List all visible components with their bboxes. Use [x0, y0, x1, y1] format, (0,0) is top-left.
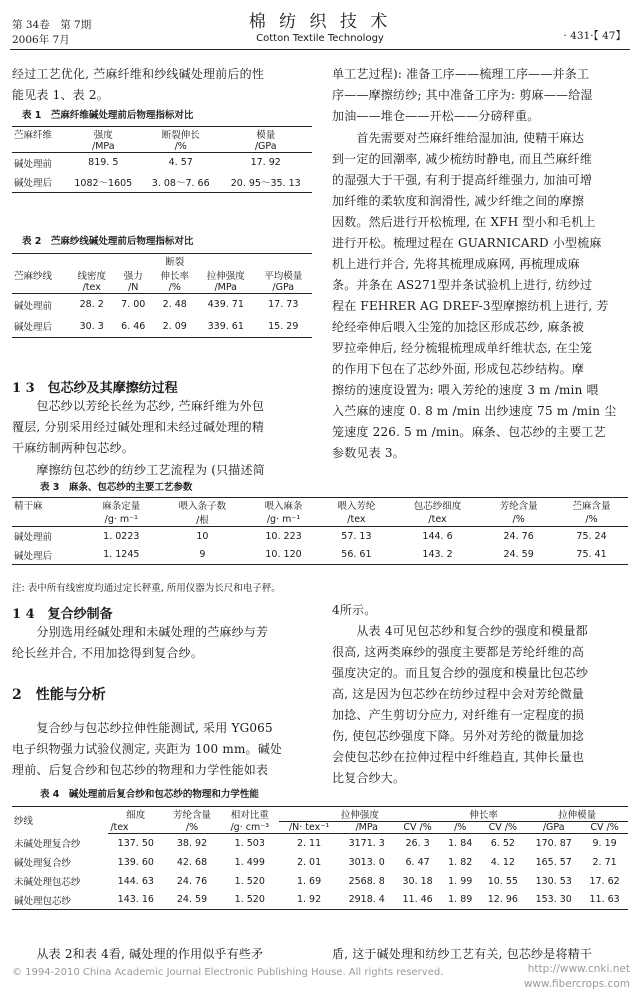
table-cell: 143. 2 — [393, 546, 482, 565]
section-heading: 1 4 复合纱制备 — [12, 607, 113, 622]
table-cell: 56. 61 — [320, 546, 393, 565]
table3-caption: 表 3 麻条、包芯纱的主要工艺参数 — [40, 482, 193, 493]
table-header: 强力 — [123, 271, 143, 282]
table-header: 拉伸强度 — [206, 271, 245, 282]
body-line: 的湿强大于干强, 有利于提高纤维强力, 加油可增 — [332, 173, 593, 187]
table-cell: 75. 41 — [555, 546, 628, 565]
body-line: 比复合纱大。 — [332, 771, 406, 785]
table-header — [69, 254, 113, 269]
table-header: 喂入芳纶 — [320, 498, 393, 513]
body-line: 擦纺的速度设置为: 喂入芳纶的速度 3 m /min 喂 — [332, 383, 599, 397]
table-header: /% — [482, 512, 555, 527]
body-line: 理前、后复合纱和包芯纱的物理和力学性能如表 — [12, 763, 269, 777]
body-line: 会使包芯纱在拉伸过程中纤维趋直, 其伸长量也 — [332, 750, 585, 764]
table-cell: 24. 59 — [482, 546, 555, 565]
table-cell: 17. 73 — [268, 299, 299, 311]
table-header: /tex — [320, 512, 393, 527]
table-header: CV /% — [479, 822, 526, 834]
table-cell: 1. 69 — [296, 875, 322, 887]
table-cell: 28. 2 — [79, 299, 104, 311]
table-header: 麻条定量 — [85, 498, 158, 513]
table-cell: 碱处理后 — [12, 546, 85, 565]
table-cell: 2. 09 — [153, 316, 197, 338]
body-line: 加纤维的柔软度和润滑性, 减少纤维之间的摩擦 — [332, 194, 585, 208]
table-cell: 2. 71 — [592, 856, 617, 868]
table-cell: 339. 61 — [197, 316, 254, 338]
table-header: /N — [114, 282, 153, 294]
table-cell: 1. 1245 — [85, 546, 158, 565]
body-line: 加捻、产生剪切分应力, 对纤维有一定程度的损 — [332, 708, 585, 722]
table-cell: 碱处理复合纱 — [14, 858, 72, 869]
body-line: 罗拉牵伸后, 经分梳辊梳理成单纤维状态, 在尘笼 — [332, 341, 593, 355]
table-cell: 153. 30 — [526, 891, 581, 910]
table-header: CV /% — [581, 822, 628, 834]
table-cell: 10. 223 — [265, 530, 302, 542]
table-header: 断裂伸长 — [142, 127, 219, 142]
table-header: 芳纶含量 — [163, 807, 220, 822]
body-line: 机上进行并合, 先将其梳理成麻网, 再梳理成麻 — [332, 257, 580, 271]
table-cell: 144. 63 — [117, 875, 154, 887]
table-cell: 165. 57 — [535, 856, 572, 868]
table-cell: 38. 92 — [176, 837, 208, 849]
body-line: 4所示。 — [332, 603, 377, 617]
table-group-header: 拉伸模量 — [526, 807, 628, 822]
table4-caption: 表 4 碱处理前后复合纱和包芯纱的物理和力学性能 — [40, 789, 259, 800]
table-cell: 20. 95～35. 13 — [219, 173, 312, 193]
table-cell: 2. 11 — [296, 837, 322, 849]
journal-title-cn: 棉 纺 织 技 术 — [248, 12, 392, 32]
table-cell: 144. 6 — [422, 530, 453, 542]
table-header: /% — [441, 822, 480, 834]
table-cell: 碱处理包芯纱 — [12, 891, 108, 910]
body-line: 加油——堆仓——开松——分磅秤重。 — [332, 109, 540, 123]
table-header: /% — [153, 282, 197, 294]
table-cell: 1. 520 — [234, 875, 265, 887]
journal-title-en: Cotton Textile Technology — [256, 33, 384, 44]
table-cell: 26. 3 — [405, 837, 430, 849]
table-header — [12, 512, 85, 527]
body-line: 复合纱与包芯纱拉伸性能测试, 采用 YG065 — [12, 721, 273, 735]
body-line: 条。并条在 AS271型并条试验机上进行, 纺纱过 — [332, 278, 593, 292]
table-header: 伸长率 — [160, 271, 190, 282]
table-cell: 1. 82 — [448, 856, 473, 868]
table-group-header: 拉伸强度 — [279, 807, 441, 822]
copyright-footer: © 1994-2010 China Academic Journal Electronic Publishing House. All rights reserved. — [12, 967, 444, 978]
body-line: 参数见表 3。 — [332, 446, 405, 460]
table-cell: 24. 59 — [163, 891, 220, 910]
table-cell: 6. 52 — [490, 837, 515, 849]
table-header: /% — [555, 512, 628, 527]
body-line: 从表 4可见包芯纱和复合纱的强度和模量都 — [332, 624, 588, 638]
table-cell: 143. 16 — [108, 891, 163, 910]
body-line: 进行开松。梳理过程在 GUARNICARD 小型梳麻 — [332, 236, 602, 250]
table-header: 喂入条子数 — [158, 498, 247, 513]
table4 — [12, 806, 628, 910]
body-line: 很高, 这两类麻纱的强度主要都是芳纶纤维的高 — [332, 645, 585, 659]
watermark-fibercrops: www.fibercrops.com — [523, 978, 630, 990]
table-cell: 9. 19 — [592, 837, 617, 849]
table-header: /% — [163, 822, 220, 834]
table-cell: 24. 76 — [176, 875, 208, 887]
table-header: /tex — [393, 512, 482, 527]
table-cell: 11. 63 — [581, 891, 628, 910]
table-header: /MPa — [65, 141, 142, 153]
table-header: 模量 — [219, 127, 312, 142]
body-line: 覆层, 分别采用经过碱处理和未经过碱处理的精 — [12, 420, 265, 434]
table-cell: 2568. 8 — [348, 875, 385, 887]
table-header: 苎麻含量 — [555, 498, 628, 513]
table-cell: 4. 12 — [490, 856, 515, 868]
table-cell: 439. 71 — [207, 299, 244, 311]
table-header: 喂入麻条 — [247, 498, 320, 513]
section-heading: 2 性能与分析 — [12, 687, 106, 703]
table-cell: 1. 92 — [279, 891, 339, 910]
table-header: /MPa — [339, 822, 394, 834]
table-header — [197, 254, 254, 269]
table-cell: 1. 89 — [441, 891, 480, 910]
header-journal — [190, 12, 450, 45]
table1 — [12, 126, 312, 193]
table-header: 纱线 — [12, 807, 108, 834]
table-header: 断裂 — [153, 254, 197, 269]
body-line: 高, 这是因为包芯纱在纺纱过程中会对芳纶微量 — [332, 687, 585, 701]
table-cell: 10. 120 — [247, 546, 320, 565]
body-line: 从表 2和表 4看, 碱处理的作用似乎有些矛 — [12, 947, 264, 961]
table-header: /GPa — [526, 822, 581, 834]
table-cell: 碱处理前 — [14, 300, 53, 312]
table-cell: 碱处理后 — [12, 173, 65, 193]
table-header: /g· cm⁻³ — [221, 822, 279, 834]
table-cell: 2. 01 — [296, 856, 322, 868]
body-line: 纶长丝并合, 不用加捻得到复合纱。 — [12, 646, 204, 660]
table-cell: 24. 76 — [503, 530, 534, 542]
table-header — [114, 254, 153, 269]
body-line: 包芯纱以芳纶长丝为芯纱, 苎麻纤维为外包 — [12, 399, 265, 413]
table-header: 平均模量 — [264, 271, 303, 282]
table-header — [12, 254, 69, 269]
body-line: 首先需要对苎麻纤维给湿加油, 使精干麻达 — [332, 131, 585, 145]
body-line: 单工艺过程): 准备工序——梳理工序——并条工 — [332, 67, 590, 81]
table-header: /% — [142, 141, 219, 153]
table-cell: 1. 0223 — [103, 530, 140, 542]
header-date: 2006年 7月 — [12, 34, 70, 46]
table-cell: 137. 50 — [117, 837, 154, 849]
table-header: /tex — [108, 822, 163, 834]
header-volume-block — [12, 18, 91, 48]
table-header: CV /% — [394, 822, 441, 834]
table-header — [12, 141, 65, 153]
table-header: 细度 — [108, 807, 163, 822]
table-header — [12, 282, 69, 294]
table-cell: 1. 99 — [448, 875, 473, 887]
table-cell: 3171. 3 — [348, 837, 385, 849]
table-header: 苎麻纱线 — [14, 271, 53, 282]
table-header: /tex — [69, 282, 113, 294]
body-line: 电子织物强力试验仪测定, 夹距为 100 mm。碱处 — [12, 742, 283, 756]
body-line: 纶经牵伸后喂入尘笼的加捻区形成芯纱, 麻条被 — [332, 320, 585, 334]
table-cell: 2918. 4 — [339, 891, 394, 910]
left-intro-line: 能见表 1、表 2。 — [12, 88, 109, 102]
table-cell: 6. 47 — [405, 856, 430, 868]
table-cell: 12. 96 — [479, 891, 526, 910]
table-cell: 30. 3 — [69, 316, 113, 338]
body-line: 序——摩擦纺纱; 其中准备工序为: 剪麻——给湿 — [332, 88, 593, 102]
table-header: /MPa — [197, 282, 254, 294]
body-line: 干麻纺制两种包芯纱。 — [12, 441, 135, 455]
left-intro-line: 经过工艺优化, 苎麻纤维和纱线碱处理前后的性 — [12, 67, 265, 81]
body-line: 笼速度 226. 5 m /min。麻条、包芯纱的主要工艺 — [332, 425, 606, 439]
table-header: /N· tex⁻¹ — [279, 822, 339, 834]
header-page-number: · 431·【 47】 — [563, 30, 626, 42]
table-cell: 3013. 0 — [348, 856, 385, 868]
table-cell: 碱处理后 — [12, 316, 69, 338]
table-header: 包芯纱细度 — [393, 498, 482, 513]
table-cell: 170. 87 — [535, 837, 572, 849]
table-header: 芳纶含量 — [482, 498, 555, 513]
table-cell: 15. 29 — [255, 316, 313, 338]
body-line: 入苎麻的速度 0. 8 m /min 出纱速度 75 m /min 尘 — [332, 404, 617, 418]
table-cell: 9 — [158, 546, 247, 565]
table-cell: 6. 46 — [114, 316, 153, 338]
body-line: 伤, 使包芯纱强度下降。另外对芳纶的微量加捻 — [332, 729, 585, 743]
table-cell: 57. 13 — [341, 530, 372, 542]
table-cell: 130. 53 — [535, 875, 572, 887]
header-volume: 第 34卷 第 7期 — [12, 19, 92, 31]
body-line: 盾, 这于碱处理和纺纱工艺有关, 包芯纱是将精干 — [332, 947, 593, 961]
table-header: 苎麻纤维 — [12, 127, 65, 142]
table-cell: 17. 92 — [250, 157, 281, 169]
table-header: 强度 — [65, 127, 142, 142]
table-cell: 819. 5 — [88, 157, 119, 169]
body-line: 摩擦纺包芯纱的纺纱工艺流程为 (只描述简 — [12, 463, 265, 477]
table-cell: 1. 499 — [234, 856, 265, 868]
table-cell: 139. 60 — [117, 856, 154, 868]
section-heading: 1 3 包芯纱及其摩擦纺过程 — [12, 381, 178, 396]
body-line: 到一定的回潮率, 减少梳纺时静电, 而且苎麻纤维 — [332, 152, 593, 166]
table3 — [12, 497, 628, 565]
body-line: 因数。然后进行开松梳理, 在 XFH 型小和毛机上 — [332, 215, 596, 229]
table-cell: 未碱处理复合纱 — [14, 839, 81, 850]
table-cell: 碱处理前 — [14, 158, 53, 170]
table-header: /GPa — [255, 282, 313, 294]
table-cell: 75. 24 — [576, 530, 607, 542]
table-cell: 17. 62 — [589, 875, 620, 887]
table-group-header: 伸长率 — [441, 807, 526, 822]
table-header: 线密度 — [77, 271, 106, 282]
table-cell: 11. 46 — [394, 891, 441, 910]
table-cell: 1. 503 — [234, 837, 265, 849]
table1-caption: 表 1 苎麻纤维碱处理前后物理指标对比 — [22, 110, 194, 121]
table-cell: 42. 68 — [176, 856, 208, 868]
table-cell: 未碱处理包芯纱 — [14, 877, 81, 888]
table2 — [12, 253, 312, 338]
table-header: 精干麻 — [12, 498, 85, 513]
table-cell: 3. 08～7. 66 — [142, 173, 219, 193]
table-cell: 1. 84 — [448, 837, 473, 849]
table-cell: 1082～1605 — [65, 173, 142, 193]
table-cell: 2. 48 — [162, 299, 187, 311]
watermark-cnki: http://www.cnki.net — [527, 963, 630, 975]
table-header: /根 — [158, 512, 247, 527]
table-header: /g· m⁻¹ — [85, 512, 158, 527]
table-header: 相对比重 — [221, 807, 279, 822]
table-header — [255, 254, 313, 269]
table-cell: 10 — [196, 530, 209, 542]
table-cell: 碱处理前 — [14, 532, 53, 544]
body-line: 强度决定的。而且复合纱的强度和模量比包芯纱 — [332, 666, 589, 680]
table-header: /g· m⁻¹ — [247, 512, 320, 527]
table-header: /GPa — [219, 141, 312, 153]
table-cell: 7. 00 — [121, 299, 146, 311]
table-cell: 4. 57 — [168, 157, 193, 169]
header-rule — [10, 49, 630, 50]
table-cell: 10. 55 — [487, 875, 518, 887]
table3-note: 注: 表中所有线密度均通过定长秤重, 所用仪器为长尺和电子秤。 — [12, 583, 281, 594]
body-line: 程在 FEHRER AG DREF-3型摩擦纺机上进行, 芳 — [332, 299, 609, 313]
body-line: 分别选用经碱处理和未碱处理的苎麻纱与芳 — [12, 625, 269, 639]
table2-caption: 表 2 苎麻纱线碱处理前后物理指标对比 — [22, 236, 194, 247]
table-cell: 1. 520 — [221, 891, 279, 910]
body-line: 的作用下包在了芯纱外面, 形成包芯纱结构。摩 — [332, 362, 585, 376]
table-cell: 30. 18 — [402, 875, 433, 887]
